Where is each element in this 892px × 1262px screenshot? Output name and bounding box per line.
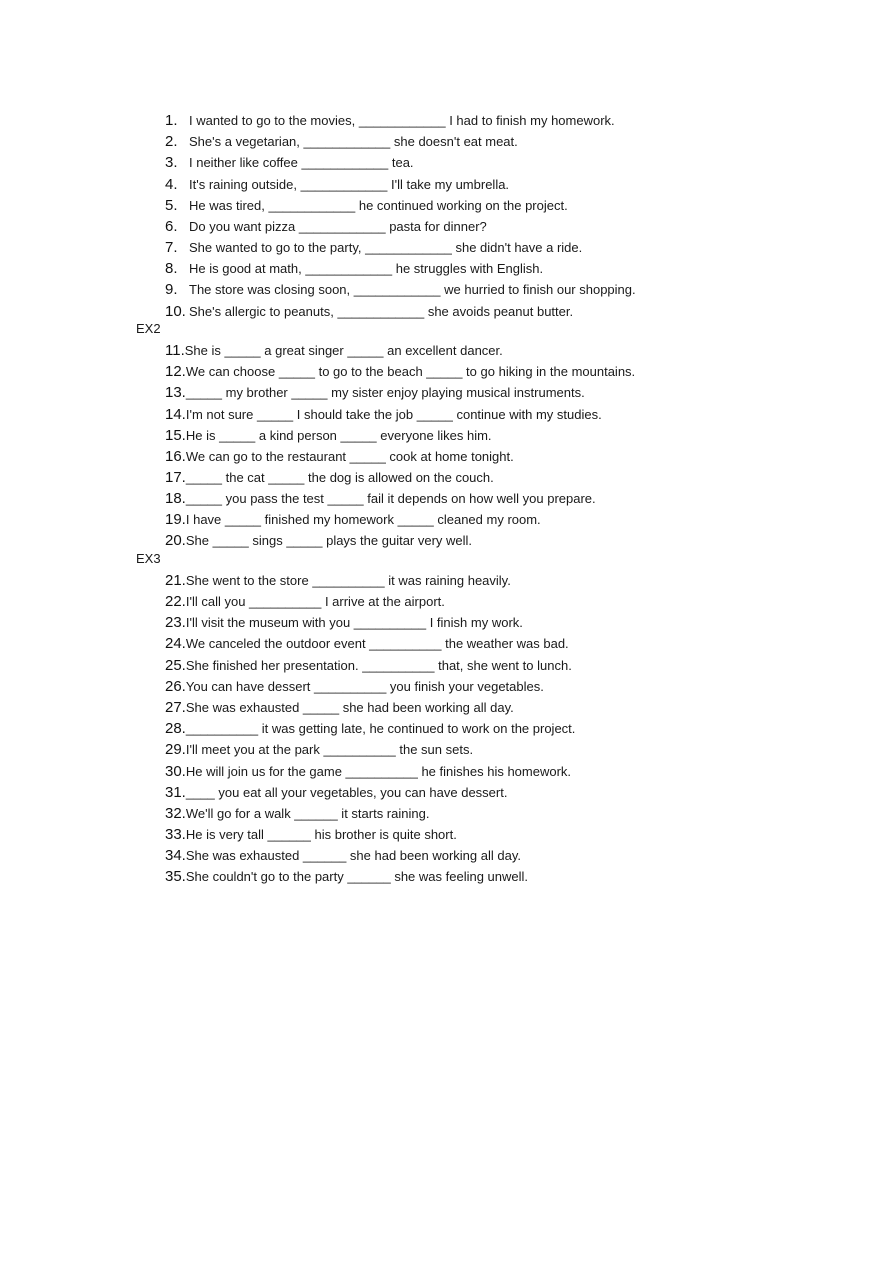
exercise-item <box>165 612 523 633</box>
exercise-item <box>165 404 602 425</box>
item-text: I'll call you __________ I arrive at the airport. <box>185 594 445 609</box>
exercise-item <box>165 216 487 237</box>
item-text: We'll go for a walk ______ it starts raining. <box>185 806 430 821</box>
exercise-item <box>165 446 514 467</box>
item-number: 11. <box>165 342 185 359</box>
item-text: I'll meet you at the park __________ the sun sets. <box>185 742 474 757</box>
item-text: You can have dessert __________ you finish your vegetables. <box>185 679 544 694</box>
item-number: 12. <box>165 363 186 380</box>
exercise-item <box>165 425 492 446</box>
exercise-item <box>165 509 541 530</box>
item-number: 9. <box>165 281 178 298</box>
exercise-item <box>165 340 503 361</box>
item-number: 31. <box>165 784 186 801</box>
exercise-item <box>165 803 429 824</box>
item-number: 13. <box>165 384 186 401</box>
item-text: __________ it was getting late, he continued to work on the project. <box>185 721 576 736</box>
item-text: She's a vegetarian, ____________ she doesn't eat meat. <box>189 134 518 149</box>
item-text: He is very tall ______ his brother is quite short. <box>185 827 457 842</box>
item-text: I'm not sure _____ I should take the job _____ continue with my studies. <box>185 407 602 422</box>
item-text: She finished her presentation. __________ that, she went to lunch. <box>185 658 572 673</box>
item-number: 2. <box>165 133 178 150</box>
item-text: I neither like coffee ____________ tea. <box>189 155 414 170</box>
item-number: 6. <box>165 218 178 235</box>
exercise-item <box>165 824 457 845</box>
exercise-item <box>165 110 615 131</box>
item-text: She went to the store __________ it was raining heavily. <box>185 573 511 588</box>
item-number: 30. <box>165 763 186 780</box>
exercise-item <box>165 152 414 173</box>
item-number: 14. <box>165 406 186 423</box>
item-number: 8. <box>165 260 178 277</box>
item-text: She is _____ a great singer _____ an excellent dancer. <box>184 343 503 358</box>
exercise-item <box>165 633 569 654</box>
item-text: She was exhausted ______ she had been working all day. <box>185 848 521 863</box>
item-number: 19. <box>165 511 186 528</box>
item-number: 18. <box>165 490 186 507</box>
item-text: I have _____ finished my homework _____ cleaned my room. <box>185 512 541 527</box>
item-text: _____ my brother _____ my sister enjoy playing musical instruments. <box>185 385 585 400</box>
item-text: Do you want pizza ____________ pasta for dinner? <box>189 219 487 234</box>
item-number: 3. <box>165 154 178 171</box>
item-number: 20. <box>165 532 186 549</box>
item-number: 26. <box>165 678 186 695</box>
item-text: He is good at math, ____________ he struggles with English. <box>189 261 544 276</box>
exercise-item <box>165 301 573 322</box>
item-number: 10. <box>165 303 186 320</box>
exercise-item <box>165 195 568 216</box>
item-text: I'll visit the museum with you __________ I finish my work. <box>185 615 523 630</box>
exercise-item <box>165 488 596 509</box>
exercise-item <box>165 697 514 718</box>
item-number: 24. <box>165 635 186 652</box>
exercise-item <box>165 570 511 591</box>
item-text: He will join us for the game __________ he finishes his homework. <box>185 764 572 779</box>
item-number: 22. <box>165 593 186 610</box>
exercise-item <box>165 467 494 488</box>
item-text: I wanted to go to the movies, ____________ I had to finish my homework. <box>189 113 615 128</box>
item-text: _____ you pass the test _____ fail it depends on how well you prepare. <box>185 491 596 506</box>
item-number: 34. <box>165 847 186 864</box>
item-text: ____ you eat all your vegetables, you can have dessert. <box>185 785 508 800</box>
item-number: 28. <box>165 720 186 737</box>
exercise-item <box>165 866 528 887</box>
exercise-item <box>165 382 585 403</box>
exercise-item <box>165 655 572 676</box>
item-number: 4. <box>165 176 178 193</box>
exercise-item <box>165 845 521 866</box>
item-number: 32. <box>165 805 186 822</box>
item-number: 33. <box>165 826 186 843</box>
item-number: 15. <box>165 427 186 444</box>
item-text: It's raining outside, ____________ I'll take my umbrella. <box>189 177 510 192</box>
exercise-item <box>165 761 571 782</box>
item-number: 29. <box>165 741 186 758</box>
item-text: She was exhausted _____ she had been working all day. <box>185 700 514 715</box>
item-text: She's allergic to peanuts, ____________ she avoids peanut butter. <box>189 304 574 319</box>
item-number: 27. <box>165 699 186 716</box>
item-text: She couldn't go to the party ______ she was feeling unwell. <box>185 869 529 884</box>
item-number: 5. <box>165 197 178 214</box>
exercise-item <box>165 131 518 152</box>
exercise-item <box>165 676 544 697</box>
item-number: 23. <box>165 614 186 631</box>
item-text: He was tired, ____________ he continued working on the project. <box>189 198 568 213</box>
item-text: We canceled the outdoor event __________ the weather was bad. <box>185 636 569 651</box>
exercise-item <box>165 530 472 551</box>
item-number: 16. <box>165 448 186 465</box>
item-number: 35. <box>165 868 186 885</box>
exercise-item <box>165 237 582 258</box>
exercise-item <box>165 361 635 382</box>
exercise-item <box>165 591 445 612</box>
item-text: She wanted to go to the party, ____________ she didn't have a ride. <box>189 240 583 255</box>
exercise-item <box>165 279 636 300</box>
item-number: 1. <box>165 112 178 129</box>
item-number: 7. <box>165 239 178 256</box>
item-text: She _____ sings _____ plays the guitar very well. <box>185 533 473 548</box>
exercise-item <box>165 258 543 279</box>
exercise-item <box>165 739 473 760</box>
exercise-item <box>165 174 509 195</box>
exercise-item <box>165 782 507 803</box>
item-text: We can go to the restaurant _____ cook at home tonight. <box>185 449 514 464</box>
item-text: We can choose _____ to go to the beach _____ to go hiking in the mountains. <box>185 364 636 379</box>
item-number: 17. <box>165 469 186 486</box>
item-text: He is _____ a kind person _____ everyone likes him. <box>185 428 492 443</box>
item-number: 21. <box>165 572 186 589</box>
item-number: 25. <box>165 657 186 674</box>
item-text: The store was closing soon, ____________ we hurried to finish our shopping. <box>189 282 636 297</box>
exercise-item <box>165 718 575 739</box>
section-label: EX3 <box>136 551 161 566</box>
section-label: EX2 <box>136 321 161 336</box>
item-text: _____ the cat _____ the dog is allowed on the couch. <box>185 470 494 485</box>
